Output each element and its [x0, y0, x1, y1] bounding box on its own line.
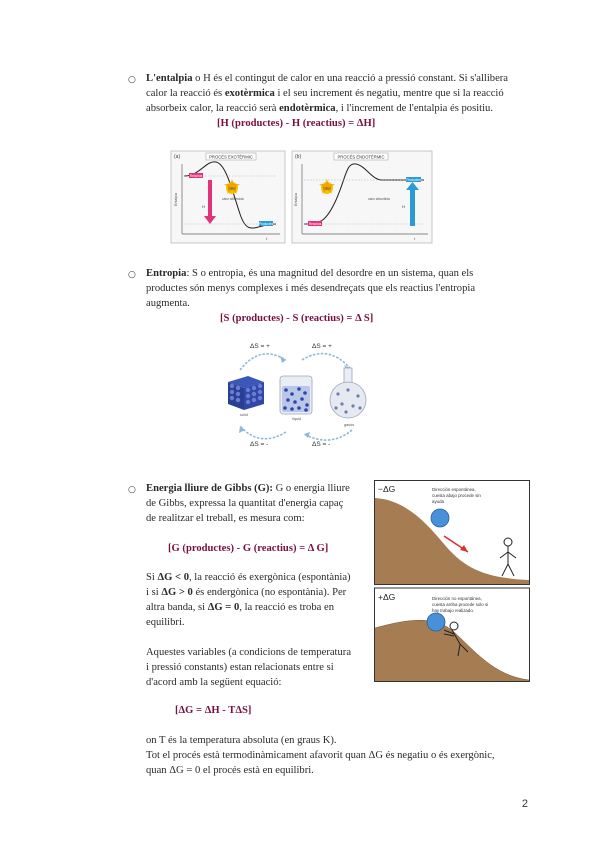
- exo-title: PROCÉS EXOTÈRMIC: [209, 154, 253, 160]
- enthalpy-text-2a: calor la reacció és: [146, 88, 225, 99]
- gibbs-c3b: ΔG = 0: [207, 602, 240, 613]
- entropy-term: Entropia: [146, 268, 187, 279]
- endo-axis-y: Entalpia: [294, 193, 298, 206]
- endo-axis-x: t: [414, 236, 416, 241]
- gibbs-equation: [ΔG = ΔH - TΔS]: [175, 705, 252, 716]
- gibbs-top-text-3: ayuda: [432, 499, 444, 504]
- enthalpy-line-3: [146, 101, 530, 116]
- gibbs-c2b: ΔG > 0: [161, 587, 193, 598]
- gibbs-line-3: de realitzar el treball, es mesura com:: [146, 513, 305, 524]
- gibbs-c2c: és endergònica (no espontània). Per: [192, 587, 347, 598]
- entropy-bottom-left: ΔS = -: [250, 441, 269, 448]
- enthalpy-text-2b: i el seu increment és negatiu, mentre que si la reacció: [274, 88, 504, 99]
- entropy-diagram: [220, 338, 380, 450]
- gibbs-var-2: i pressió constants) estan relacionats entre si: [146, 662, 334, 673]
- entropy-formula: [S (productes) - S (reactius) = Δ S]: [220, 313, 374, 324]
- gas-label: gasós: [344, 423, 355, 427]
- gas-flask: [330, 368, 366, 418]
- entropy-top-left: ΔS = +: [250, 343, 270, 350]
- exo-dh: H: [202, 204, 205, 209]
- exo-tag: (a): [174, 154, 181, 160]
- entropy-top-right: ΔS = +: [312, 343, 332, 350]
- bullet-gibbs: ○: [128, 485, 136, 495]
- entropy-line-1: [146, 266, 530, 281]
- exo-axis-y: Entalpia: [174, 193, 178, 206]
- gibbs-cond-2: [146, 585, 362, 600]
- endothermic-term: endotèrmica: [279, 103, 336, 114]
- enthalpy-text-3a: absorbeix calor, la reacció serà: [146, 103, 280, 114]
- gibbs-bottom-text-1: Dirección no espontánea,: [432, 596, 482, 601]
- enthalpy-line-1: [146, 71, 530, 86]
- gibbs-c3c: , la reacció es troba en: [239, 602, 334, 613]
- gibbs-equilibrium-line: quan ΔG = 0 el procés està en equilibri.: [146, 765, 314, 776]
- endo-reactants: Reactius: [308, 221, 322, 226]
- gibbs-var-1: Aquestes variables (a condicions de temperatura: [146, 647, 352, 658]
- gibbs-top-text-1: Dirección espontánea,: [432, 487, 476, 492]
- gibbs-favored-line: Tot el procés està termodinàmicament afavorit quan ΔG és negatiu o és exergònic,: [146, 750, 495, 761]
- endo-products: Productes: [406, 177, 421, 182]
- enthalpy-formula: [H (productes) - H (reactius) = ΔH]: [217, 118, 376, 129]
- gibbs-term: Energia lliure de Gibbs (G):: [146, 483, 273, 494]
- gibbs-line-2: de Gibbs, expressa la quantitat d'energia capaç: [146, 498, 344, 509]
- entropy-bottom-right: ΔS = -: [312, 441, 331, 448]
- enthalpy-term: L'entalpia: [146, 73, 193, 84]
- gibbs-c1c: , la reacció és exergònica (espontània): [189, 572, 351, 583]
- liquid-label: líquid: [292, 417, 302, 421]
- exo-axis-x: t: [266, 236, 268, 241]
- gibbs-c1b: ΔG < 0: [157, 572, 189, 583]
- solid-label: sòlid: [240, 413, 248, 417]
- gibbs-text-1: G o energia lliure: [272, 483, 350, 494]
- gibbs-cond-4: equilibri.: [146, 617, 185, 628]
- enthalpy-text-1: o H és el contingut de calor en una reacció a pressió constant. Si s'allibera: [192, 73, 509, 84]
- enthalpy-diagrams: [170, 150, 434, 244]
- endo-dh: H: [402, 204, 405, 209]
- liquid-beaker: [280, 376, 312, 414]
- gibbs-bottom-text-3: hay trabajo realizado.: [432, 608, 474, 613]
- page-number: 2: [521, 798, 528, 810]
- gibbs-cond-1: [146, 570, 362, 585]
- gibbs-line-1: [146, 481, 362, 496]
- entropy-line-2: productes són menys complexes i més desendreçats que els reactius l'entropia: [146, 283, 476, 294]
- endo-tag: (b): [295, 154, 302, 160]
- solid-cube: [228, 376, 264, 410]
- gibbs-bottom-label: +ΔG: [378, 592, 396, 602]
- endo-heat-absorbed: calor absorbida: [368, 197, 390, 201]
- bullet-enthalpy: ○: [128, 75, 136, 85]
- gibbs-c1a: Si: [146, 572, 158, 583]
- gibbs-c2a: i si: [146, 587, 162, 598]
- endo-title: PROCÉS ENDOTÈRMIC: [337, 154, 385, 160]
- gibbs-top-label: −ΔG: [378, 484, 396, 494]
- gibbs-cond-3: [146, 600, 362, 615]
- endo-heat: Calor: [322, 186, 332, 191]
- gibbs-temp-line: on T és la temperatura absoluta (en graus K).: [146, 735, 337, 746]
- enthalpy-figure: [170, 150, 434, 244]
- entropy-text-1: : S o entropia, és una magnitud del desordre en un sistema, quan els: [186, 268, 474, 279]
- exo-heat-released: calor alliberada: [222, 197, 244, 201]
- enthalpy-line-2: [146, 86, 530, 101]
- entropy-figure: [220, 338, 380, 450]
- exo-products: Productes: [258, 221, 274, 226]
- gibbs-figure: [374, 480, 530, 682]
- exothermic-term: exotèrmica: [224, 88, 275, 99]
- gibbs-bottom-text-2: cuesta arriba procede solo si: [432, 602, 489, 607]
- gibbs-c3a: altra banda, si: [146, 602, 208, 613]
- bullet-entropy: ○: [128, 270, 136, 280]
- enthalpy-text-3b: , i l'increment de l'entalpia és positiu.: [335, 103, 493, 114]
- gibbs-formula: [G (productes) - G (reactius) = Δ G]: [168, 543, 329, 554]
- gibbs-hill-diagrams: [374, 480, 530, 682]
- exo-heat: Calor: [227, 186, 237, 191]
- entropy-line-3: augmenta.: [146, 298, 190, 309]
- gibbs-top-text-2: cuesta abajo procede sin: [432, 493, 481, 498]
- exo-reactants: Reactius: [189, 173, 203, 178]
- gibbs-var-3: d'acord amb la següent equació:: [146, 677, 282, 688]
